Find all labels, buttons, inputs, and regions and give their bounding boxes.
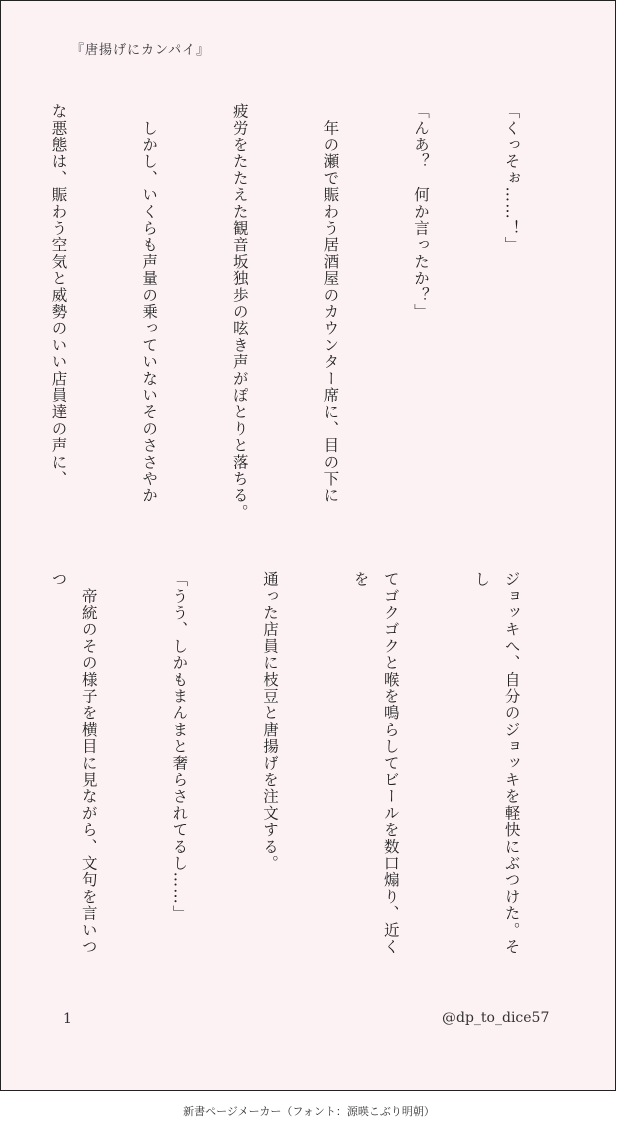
text-column: 疲労をたたえた観音坂独歩の呟き声がぽとりと落ちる。 bbox=[230, 103, 249, 521]
author-handle: @dp_to_dice57 bbox=[442, 1010, 550, 1026]
text-column: しかし、いくらも声量の乗っていないそのささやか bbox=[140, 103, 159, 504]
text-column: 通った店員に枝豆と唐揚げを注文する。 bbox=[260, 571, 279, 872]
lower-text-block bbox=[0, 571, 587, 971]
text-column: 帝統のその様子を横目に見ながら、文句を言いつつ bbox=[49, 571, 98, 956]
text-column: てゴクゴクと喉を鳴らしてビールを数口煽り、近くを bbox=[351, 571, 400, 956]
text-column: 「うう、しかもまんまと奢らされてるし……」 bbox=[170, 571, 189, 922]
story-title: 『唐揚げにカンパイ』 bbox=[71, 43, 211, 58]
text-column: 「んあ？ 何か言ったか？」 bbox=[411, 103, 430, 321]
page-number: 1 bbox=[63, 1011, 72, 1027]
text-column: ジョッキへ、自分のジョッキを軽快にぶつけた。そし bbox=[472, 571, 521, 956]
text-column: な悪態は、賑わう空気と威勢のいい店員達の声に、 bbox=[49, 103, 68, 488]
generator-credit: 新書ページメーカー（フォント：源暎こぶり明朝） bbox=[183, 1105, 435, 1118]
text-column: 「くっそぉ……！」 bbox=[502, 103, 521, 254]
upper-text-block bbox=[0, 103, 587, 523]
text-column: 年の瀬で賑わう居酒屋のカウンター席に、目の下に bbox=[321, 103, 340, 504]
